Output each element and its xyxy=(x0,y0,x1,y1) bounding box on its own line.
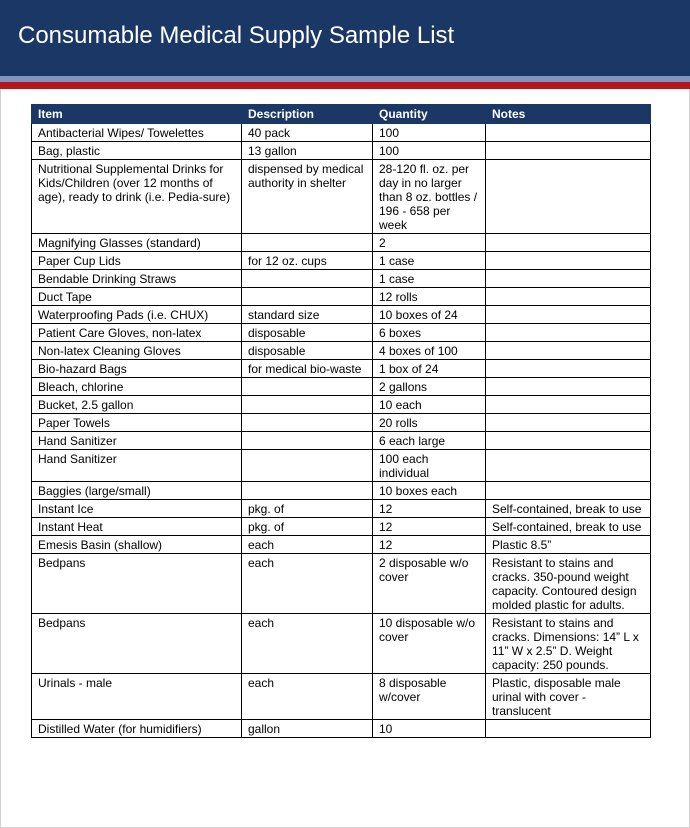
description-cell xyxy=(242,432,373,450)
header-stripe-red xyxy=(0,82,690,89)
quantity-cell: 12 xyxy=(373,536,486,554)
supply-table xyxy=(31,104,651,738)
table-row xyxy=(32,270,651,288)
item-cell: Instant Ice xyxy=(32,500,242,518)
description-cell xyxy=(242,396,373,414)
description-cell xyxy=(242,270,373,288)
description-cell: for medical bio-waste xyxy=(242,360,373,378)
quantity-cell: 2 disposable w/o cover xyxy=(373,554,486,614)
notes-cell: Resistant to stains and cracks. Dimensions: 14” L x 11” W x 2.5” D. Weight capacity: 250 pounds. xyxy=(486,614,651,674)
page-title: Consumable Medical Supply Sample List xyxy=(18,22,455,49)
quantity-cell: 1 case xyxy=(373,252,486,270)
table-row xyxy=(32,482,651,500)
item-cell: Waterproofing Pads (i.e. CHUX) xyxy=(32,306,242,324)
item-cell: Bag, plastic xyxy=(32,142,242,160)
notes-cell xyxy=(486,288,651,306)
item-cell: Magnifying Glasses (standard) xyxy=(32,234,242,252)
item-cell: Paper Towels xyxy=(32,414,242,432)
table-row xyxy=(32,414,651,432)
table-row xyxy=(32,554,651,614)
description-cell: disposable xyxy=(242,342,373,360)
quantity-cell: 1 box of 24 xyxy=(373,360,486,378)
item-cell: Bedpans xyxy=(32,554,242,614)
notes-cell: Plastic 8.5” xyxy=(486,536,651,554)
item-cell: Duct Tape xyxy=(32,288,242,306)
description-cell: standard size xyxy=(242,306,373,324)
quantity-cell: 1 case xyxy=(373,270,486,288)
quantity-cell: 12 xyxy=(373,500,486,518)
description-cell: disposable xyxy=(242,324,373,342)
quantity-cell: 10 each xyxy=(373,396,486,414)
table-row xyxy=(32,306,651,324)
quantity-cell: 20 rolls xyxy=(373,414,486,432)
table-row xyxy=(32,252,651,270)
notes-cell: Self-contained, break to use xyxy=(486,518,651,536)
description-cell xyxy=(242,414,373,432)
table-row xyxy=(32,518,651,536)
table-body xyxy=(32,124,651,738)
item-cell: Instant Heat xyxy=(32,518,242,536)
table-row xyxy=(32,324,651,342)
item-cell: Urinals - male xyxy=(32,674,242,720)
header-description: Description xyxy=(242,105,373,124)
notes-cell xyxy=(486,142,651,160)
description-cell: each xyxy=(242,536,373,554)
notes-cell xyxy=(486,324,651,342)
header-banner xyxy=(0,0,690,76)
table-row xyxy=(32,360,651,378)
notes-cell xyxy=(486,720,651,738)
item-cell: Bio-hazard Bags xyxy=(32,360,242,378)
quantity-cell: 6 boxes xyxy=(373,324,486,342)
item-cell: Nutritional Supplemental Drinks for Kids/Children (over 12 months of age), ready to drink (i.e. Pedia-sure) xyxy=(32,160,242,234)
table-row xyxy=(32,124,651,142)
item-cell: Bendable Drinking Straws xyxy=(32,270,242,288)
description-cell: each xyxy=(242,614,373,674)
item-cell: Emesis Basin (shallow) xyxy=(32,536,242,554)
description-cell: each xyxy=(242,554,373,614)
quantity-cell: 100 xyxy=(373,124,486,142)
description-cell xyxy=(242,482,373,500)
item-cell: Bleach, chlorine xyxy=(32,378,242,396)
notes-cell: Plastic, disposable male urinal with cover - translucent xyxy=(486,674,651,720)
item-cell: Hand Sanitizer xyxy=(32,432,242,450)
notes-cell xyxy=(486,160,651,234)
item-cell: Distilled Water (for humidifiers) xyxy=(32,720,242,738)
table-row xyxy=(32,160,651,234)
table-row xyxy=(32,500,651,518)
notes-cell xyxy=(486,342,651,360)
table-row xyxy=(32,288,651,306)
header-item: Item xyxy=(32,105,242,124)
quantity-cell: 2 xyxy=(373,234,486,252)
table-row xyxy=(32,142,651,160)
notes-cell xyxy=(486,252,651,270)
table-row xyxy=(32,234,651,252)
description-cell xyxy=(242,378,373,396)
description-cell: pkg. of xyxy=(242,518,373,536)
quantity-cell: 4 boxes of 100 xyxy=(373,342,486,360)
quantity-cell: 10 xyxy=(373,720,486,738)
description-cell: each xyxy=(242,674,373,720)
table-row xyxy=(32,536,651,554)
notes-cell xyxy=(486,414,651,432)
table-row xyxy=(32,342,651,360)
quantity-cell: 12 xyxy=(373,518,486,536)
item-cell: Antibacterial Wipes/ Towelettes xyxy=(32,124,242,142)
item-cell: Paper Cup Lids xyxy=(32,252,242,270)
table-row xyxy=(32,674,651,720)
notes-cell xyxy=(486,450,651,482)
notes-cell: Self-contained, break to use xyxy=(486,500,651,518)
item-cell: Non-latex Cleaning Gloves xyxy=(32,342,242,360)
quantity-cell: 10 boxes of 24 xyxy=(373,306,486,324)
notes-cell xyxy=(486,396,651,414)
table-row xyxy=(32,396,651,414)
description-cell: dispensed by medical authority in shelter xyxy=(242,160,373,234)
notes-cell xyxy=(486,378,651,396)
notes-cell xyxy=(486,432,651,450)
table-row xyxy=(32,720,651,738)
quantity-cell: 10 boxes each xyxy=(373,482,486,500)
notes-cell xyxy=(486,270,651,288)
header-quantity: Quantity xyxy=(373,105,486,124)
quantity-cell: 28-120 fl. oz. per day in no larger than 8 oz. bottles / 196 - 658 per week xyxy=(373,160,486,234)
description-cell xyxy=(242,234,373,252)
quantity-cell: 2 gallons xyxy=(373,378,486,396)
quantity-cell: 100 each individual xyxy=(373,450,486,482)
table-row xyxy=(32,614,651,674)
item-cell: Baggies (large/small) xyxy=(32,482,242,500)
notes-cell: Resistant to stains and cracks. 350-pound weight capacity. Contoured design molded plastic for adults. xyxy=(486,554,651,614)
description-cell: 40 pack xyxy=(242,124,373,142)
item-cell: Bucket, 2.5 gallon xyxy=(32,396,242,414)
item-cell: Bedpans xyxy=(32,614,242,674)
quantity-cell: 6 each large xyxy=(373,432,486,450)
description-cell xyxy=(242,288,373,306)
notes-cell xyxy=(486,306,651,324)
table-row xyxy=(32,378,651,396)
notes-cell xyxy=(486,360,651,378)
table-row xyxy=(32,432,651,450)
description-cell xyxy=(242,450,373,482)
table-row xyxy=(32,450,651,482)
description-cell: pkg. of xyxy=(242,500,373,518)
table-header-row xyxy=(32,105,651,124)
notes-cell xyxy=(486,234,651,252)
description-cell: for 12 oz. cups xyxy=(242,252,373,270)
item-cell: Patient Care Gloves, non-latex xyxy=(32,324,242,342)
item-cell: Hand Sanitizer xyxy=(32,450,242,482)
header-notes: Notes xyxy=(486,105,651,124)
quantity-cell: 12 rolls xyxy=(373,288,486,306)
notes-cell xyxy=(486,482,651,500)
notes-cell xyxy=(486,124,651,142)
quantity-cell: 100 xyxy=(373,142,486,160)
quantity-cell: 10 disposable w/o cover xyxy=(373,614,486,674)
description-cell: 13 gallon xyxy=(242,142,373,160)
quantity-cell: 8 disposable w/cover xyxy=(373,674,486,720)
description-cell: gallon xyxy=(242,720,373,738)
